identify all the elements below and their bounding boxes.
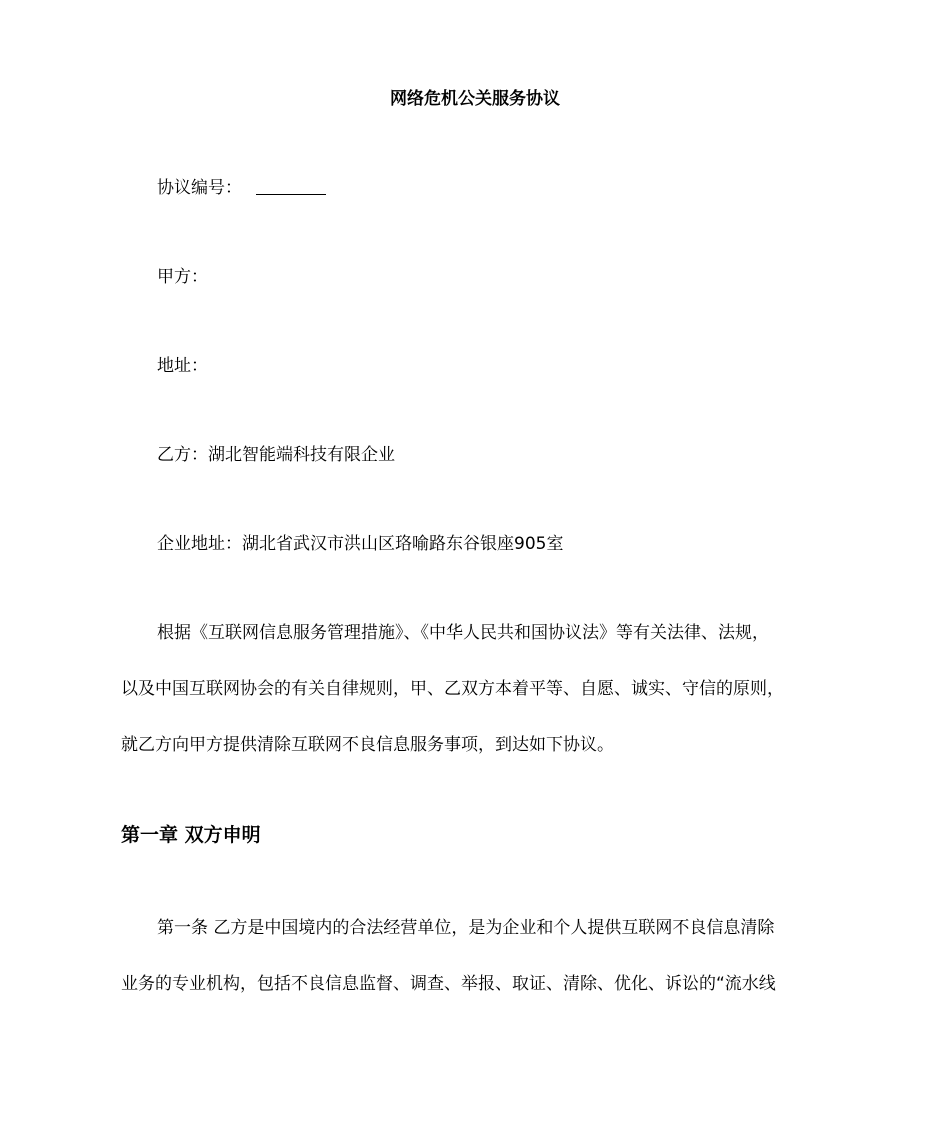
article-line-1: 第一条 乙方是中国境内的合法经营单位，是为企业和个人提供互联网不良信息清除 bbox=[157, 918, 775, 938]
agreement-number-blank bbox=[256, 176, 326, 195]
article-line-2: 业务的专业机构，包括不良信息监督、调查、举报、取证、清除、优化、诉讼的“流水线 bbox=[121, 974, 776, 994]
party-b-line: 乙方：湖北智能端科技有限企业 bbox=[157, 445, 395, 465]
document-title: 网络危机公关服务协议 bbox=[390, 89, 560, 109]
company-address-line: 企业地址：湖北省武汉市洪山区珞喻路东谷银座905室 bbox=[157, 534, 564, 554]
agreement-number-field bbox=[157, 175, 326, 201]
intro-line-1: 根据《互联网信息服务管理措施》、《中华人民共和国协议法》等有关法律、法规， bbox=[157, 623, 769, 643]
chapter-heading: 第一章 双方申明 bbox=[121, 824, 261, 846]
party-a-label: 甲方： bbox=[157, 267, 208, 287]
agreement-number-label: 协议编号： bbox=[157, 178, 242, 198]
address-label: 地址： bbox=[157, 356, 208, 376]
intro-line-2: 以及中国互联网协会的有关自律规则，甲、乙双方本着平等、自愿、诚实、守信的原则， bbox=[121, 679, 784, 699]
intro-line-3: 就乙方向甲方提供清除互联网不良信息服务事项，到达如下协议。 bbox=[121, 735, 614, 755]
